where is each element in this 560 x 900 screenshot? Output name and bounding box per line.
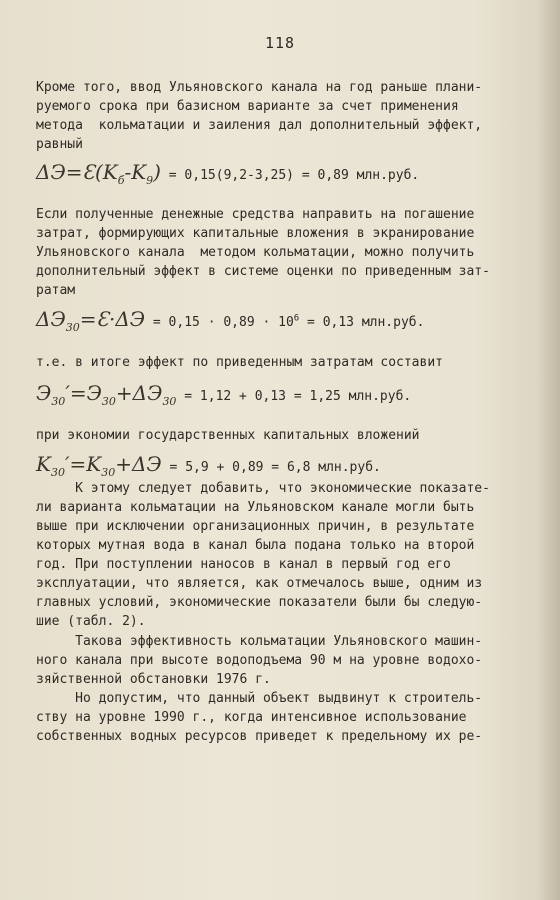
formula-4 (36, 452, 528, 479)
formula-1 (36, 160, 528, 187)
formula-4-lhs: $K_{30}'=K_{30}+\Delta Э$ (36, 452, 162, 479)
paragraph-7: Но допустим, что данный объект выдвинут к строитель- ству на уровне 1990 г., когда интенсивное использование собственных водных ресурсов приведет к предельному их ре- (36, 691, 483, 744)
formula-4-rhs: = 5,9 + 0,89 = 6,8 млн.руб. (169, 460, 381, 475)
formula-1-lhs: $\Delta Э=Ɛ(K_б-K_9)$ (36, 160, 161, 187)
formula-2-lhs: $\Delta Э_{30}=Ɛ\cdot\Delta Э$ (36, 307, 146, 334)
paragraph-6: Такова эффективность кольматации Ульяновского машин- ного канала при высоте водоподъема 90 м на уровне водохо- зяйственной обстановки 1976 г. (36, 634, 483, 687)
formula-3 (36, 381, 528, 408)
page-number: 118 (264, 34, 296, 52)
formula-3-rhs: = 1,12 + 0,13 = 1,25 млн.руб. (184, 389, 412, 404)
paragraph-3: т.е. в итоге эффект по приведенным затратам составит (36, 355, 443, 370)
page-edge-shadow (538, 0, 560, 900)
paragraph-4: при экономии государственных капитальных вложений (36, 428, 420, 443)
formula-2-rhs: = $0,15 \cdot 0,89 \cdot 10^6 = 0,13$ млн.руб. (152, 313, 425, 330)
paragraph-1: Кроме того, ввод Ульяновского канала на год раньше плани- руемого срока при базисном варианте за счет применения метода кольматации и заиления дал дополнительный эффект, равный (36, 80, 483, 152)
formula-3-lhs: $Э_{30}'=Э_{30}+\Delta Э_{30}$ (36, 381, 177, 408)
paragraph-2: Если полученные денежные средства направить на погашение затрат, формирующих капитальные вложения в экранирование Ульяновского канала методом кольматации, можно получить дополнительный эффект в системе оценки по приведенным зат- ратам (36, 207, 490, 298)
formula-1-rhs: = 0,15(9,2-3,25) = 0,89 млн.руб. (168, 168, 420, 183)
paragraph-5: К этому следует добавить, что экономические показате- ли варианта кольматации на Ульяновском канале могли быть выше при исключении организационных причин, в результате которых мутная вода в канал была подана только на второй год. При поступлении наносов в канал в первый год его эксплуатации, что является, как отмечалось выше, одним из главных условий, экономические показатели были бы следую- шие (табл. 2). (36, 481, 490, 629)
formula-2 (36, 307, 528, 334)
